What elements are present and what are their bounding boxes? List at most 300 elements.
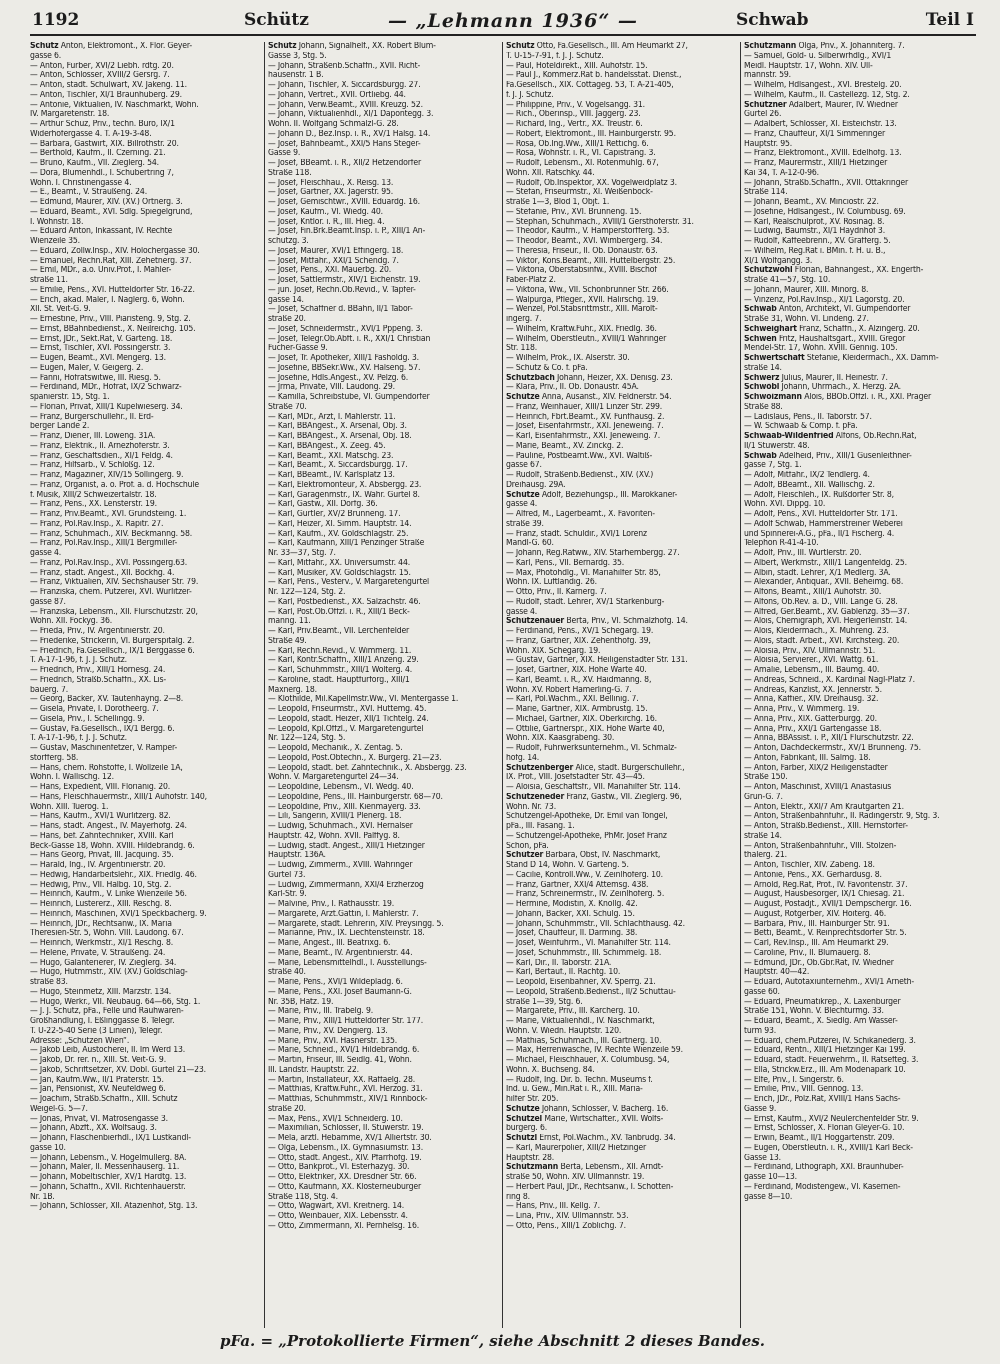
directory-entry: — Heinrich, Kaufm., V. Linke Wienzeile 56. bbox=[30, 890, 187, 900]
directory-entry: Gasse 9. bbox=[744, 1104, 777, 1114]
directory-entry: — August, Postadjt., XVII/1 Dempschergr. 16. bbox=[744, 900, 912, 909]
directory-entry: — Alexander, Antiquar., XVII. Beheimg. 68. bbox=[744, 578, 904, 588]
directory-entry: — Alfred, Ger.Beamt., XV. Gablenzg. 35—37. bbox=[744, 607, 910, 617]
directory-entry: — Berthold, Kaufm., II. Czerning. 21. bbox=[30, 149, 166, 159]
directory-entry: — Johann, Vertret., XVII. Ortliebg. 44. bbox=[268, 90, 406, 100]
directory-entry: turm 93. bbox=[744, 1026, 777, 1036]
directory-entry: Wohn. V. Margaretengürtel 24—34. bbox=[268, 773, 399, 783]
directory-entry: — Hans, städt. Angest., IV. Mayerhofg. 24. bbox=[30, 822, 187, 831]
directory-entry: — Gustav, Fa.Gesellsch., IX/1 Bergg. 6. bbox=[30, 724, 175, 734]
directory-entry: — Hugo, Hutmmstr., XIV. (XV.) Goldschlag- bbox=[30, 968, 188, 978]
directory-entry: — Edmund, Maurer, XIV. (XV.) Ortnerg. 3. bbox=[30, 198, 183, 207]
directory-entry: — Johann, Verw.Beamt., XVIII. Kreuzg. 52. bbox=[268, 100, 423, 110]
directory-entry: — Leopold, Straßenb.Bedienst., II/2 Schüttau- bbox=[506, 987, 676, 997]
directory-entry: — Eugen, Beamt., XVI. Mengerg. 13. bbox=[30, 354, 166, 363]
directory-entry: Schütz Otto, Fa.Gesellsch., III. Am Heumarkt 27, bbox=[506, 42, 688, 51]
directory-entry: — Frieda, Priv., IV. Argentinierstr. 20. bbox=[30, 627, 165, 636]
directory-entry: — Rudolf, Kaffeebrenn., XV. Gräfferg. 5. bbox=[744, 237, 891, 246]
directory-entry: — Otto, städt. Angest., XIV. Pfarrhofg. 19. bbox=[268, 1153, 422, 1163]
directory-entry: — Robert, Elektromont., III. Hainburgerstr. 95. bbox=[506, 129, 676, 139]
directory-entry: — Betti, Beamt., V. Reinprechtsdorfer Str. 5. bbox=[744, 929, 907, 939]
directory-entry: — Ernst, BBahnbedienst., X. Neilreichg. 105. bbox=[30, 324, 196, 334]
directory-entry: — Philippine, Priv., V. Vogelsangg. 31. bbox=[506, 100, 645, 110]
directory-entry: — Anton, Maschinist, XVIII/1 Anastasius bbox=[744, 783, 892, 792]
directory-entry: — Michael, Fleischhauer, X. Columbusg. 54, bbox=[506, 1056, 670, 1065]
directory-entry: — Theodor, Beamt., XVI. Wimbergerg. 34. bbox=[506, 237, 663, 246]
directory-entry: — Ferdinand, Pens., XV/1 Schegarg. 19. bbox=[506, 627, 654, 636]
directory-entry: — Anton, Färber, XIX/2 Heiligenstädter bbox=[744, 763, 888, 773]
directory-entry: straße 20. bbox=[268, 315, 306, 324]
directory-entry: Schwaab-Wildenfried Alfons, Ob.Rechn.Rat, bbox=[744, 432, 917, 441]
directory-entry: Straße 49. bbox=[268, 636, 307, 646]
directory-entry: Wohn. Nr. 73. bbox=[506, 802, 557, 812]
directory-entry: berger Lände 2. bbox=[30, 422, 90, 432]
directory-entry: — Karl, Pol.Wachm., XXI. Bellinig. 7. bbox=[506, 695, 639, 705]
directory-entry: Schützer Barbara, Obst, IV. Naschmarkt, bbox=[506, 851, 661, 861]
directory-entry: — Adolf, BBeamt., XII. Wällischg. 2. bbox=[744, 480, 875, 490]
directory-entry: — Carl, Rev.Insp., III. Am Heumarkt 29. bbox=[744, 939, 889, 948]
directory-entry: — Hans Georg, Privat, III. Jacquing. 35. bbox=[30, 851, 174, 861]
directory-entry: — Andreas, Schneid., X. Kardinal Nagl-Platz 7. bbox=[744, 675, 915, 685]
directory-entry: — Ernst, Kaufm., XVI/2 Neulerchenfelder Str. 9. bbox=[744, 1114, 919, 1124]
directory-entry: — Barbara, Gastwirt, XIX. Billrothstr. 20. bbox=[30, 139, 179, 149]
directory-entry: Theresien-Str. 5, Wohn. VIII. Laudong. 67. bbox=[30, 929, 184, 939]
directory-entry: — Johann, Bäcker, XXI. Schulg. 15. bbox=[506, 909, 635, 919]
directory-entry: — Karoline, städt. Hauptfürforg., XIII/1 bbox=[268, 675, 410, 685]
directory-entry: — Viktoria, Oberstabsinfw., XVIII. Bischof bbox=[506, 266, 657, 276]
directory-entry: — Josefine, BBSekr.Ww., XV. Halseng. 57. bbox=[268, 363, 421, 373]
directory-entry: — Leopoldine, Lebensm., VI. Wedg. 40. bbox=[268, 783, 414, 792]
directory-entry: — Johann, Schuhmmstr., VII. Schlachthausg. 42. bbox=[506, 919, 685, 929]
directory-entry: — Alfons, Ob.Rev. a. D., VIII. Lange G. 28. bbox=[744, 597, 898, 607]
directory-entry: — Ludwig, Schuhmach., XVI. Hernalser bbox=[268, 822, 413, 831]
directory-entry: — Alfons, Beamt., XIII/1 Auhofstr. 30. bbox=[744, 588, 882, 597]
directory-entry: — Karl, Gastw., XII. Dorfg. 36. bbox=[268, 500, 378, 510]
directory-entry: — Josef, Fin.Brk.Beamt.Insp. i. P., XIII/1 An- bbox=[268, 227, 426, 237]
directory-entry: straße 83. bbox=[30, 978, 68, 987]
directory-entry: — Josefine, Hdls.Angest., XV. Pelzg. 6. bbox=[268, 373, 409, 383]
directory-entry: Schwoizmann Alois, BBOb.Offzl. i. R., XXI. Prager bbox=[744, 393, 931, 402]
directory-entry: — Johann, Maurer, XIII. Minorg. 8. bbox=[744, 285, 869, 295]
directory-entry: und Spinnerei-A.G., pFa., II/1 Fischerg. 4. bbox=[744, 529, 895, 539]
directory-entry: — August, Rotgerber, XIV. Hoiterg. 46. bbox=[744, 909, 887, 919]
directory-entry: — Karl, Musiker, XV. Goldschlagstr. 15. bbox=[268, 568, 411, 578]
directory-entry: — Max, Photohdlg., VI. Mariahilfer Str. 85, bbox=[506, 568, 661, 578]
directory-entry: Wohn. I. Christinengasse 4. bbox=[30, 178, 132, 188]
directory-entry: — Karl, Priv.Beamt., VII. Lerchenfelder bbox=[268, 627, 410, 636]
directory-entry: — Alois, Kleidermach., X. Muhreng. 23. bbox=[744, 627, 889, 636]
directory-entry: T. U-15-7-91, f. J. J. Schütz. bbox=[506, 51, 604, 61]
directory-entry: — Paul, Hoteldirekt., XIII. Auhofstr. 15. bbox=[506, 61, 648, 71]
directory-entry: — Eduard, Zollw.Insp., XIV. Holochergasse 30. bbox=[30, 246, 200, 256]
directory-entry: — Adolf, Priv., III. Würtlerstr. 20. bbox=[744, 549, 862, 558]
directory-entry: pFa., III. Fasang. 1. bbox=[506, 822, 575, 831]
directory-entry: — Friedrich, Fa.Gesellsch., IX/1 Berggasse 6. bbox=[30, 646, 195, 656]
directory-entry: — Franz, Magaziner, XIV/15 Sollingerg. 9. bbox=[30, 471, 184, 480]
directory-entry: straße 1—39, Stg. 6. bbox=[506, 997, 583, 1007]
directory-entry: Schützl Ernst, Pol.Wachm., XV. Tanbrudg. 34. bbox=[506, 1134, 676, 1143]
directory-entry: — Johann, Viktualienhdl., XI/1 Dapontegg. 3. bbox=[268, 110, 434, 120]
directory-entry: Kai 34, T. A-12-0-96. bbox=[744, 168, 819, 178]
directory-entry: — Barbara, Priv., III. Hainburger Str. 91. bbox=[744, 919, 890, 929]
directory-entry: — Franz, Hilfsarb., V. Schloßg. 12. bbox=[30, 461, 155, 471]
directory-entry: spanierstr. 15, Stg. 1. bbox=[30, 393, 110, 402]
directory-entry: — Josef, Kaufm., VI. Wiedg. 40. bbox=[268, 207, 383, 217]
directory-entry: — Josef, Schaffner d. BBahn, II/1 Tabor- bbox=[268, 305, 413, 315]
directory-entry: — Theresia, Friseur., II. Ob. Donaustr. 63. bbox=[506, 246, 658, 256]
directory-entry: Wohn. XIX. Kaasgrabeng. 30. bbox=[506, 734, 615, 744]
directory-entry: — Karl, BBeamt., IV. Karlsplatz 13. bbox=[268, 471, 395, 480]
directory-entry: gasse 10—13. bbox=[744, 1173, 797, 1182]
directory-entry: straße 11. bbox=[30, 276, 68, 285]
directory-entry: — Rosa, Ob.Ing.Ww., XIII/1 Rettichg. 6. bbox=[506, 139, 649, 149]
directory-entry: — Otto, Elektriker, XX. Dresdner Str. 66. bbox=[268, 1173, 417, 1182]
directory-entry: — Michael, Gärtner, XIX. Oberkirchg. 16. bbox=[506, 714, 657, 724]
directory-entry: — Ferdinand, Lithograph, XXI. Braunhuber- bbox=[744, 1163, 904, 1173]
directory-entry: straße 40. bbox=[268, 968, 306, 978]
directory-entry: — Leopold, städt. Heizer, XII/1 Tichtelg. 24. bbox=[268, 714, 429, 724]
directory-entry: — Edmund, JDr., Ob.Gbr.Rat, IV. Wiedner bbox=[744, 958, 894, 968]
directory-entry: — Ernst, Tischler, XVI. Possingerstr. 3. bbox=[30, 344, 171, 354]
directory-entry: — Ferdinand, MDr., Hofrat, IX/2 Schwarz- bbox=[30, 383, 182, 393]
directory-entry: — Hedwig, Handarbeitslehr., XIX. Friedlg. 46. bbox=[30, 870, 197, 880]
directory-entry: — August, Hausbesorger, IX/1 Chiesag. 21. bbox=[744, 890, 905, 900]
directory-entry: T. A-17-1-96, f. J. J. Schütz. bbox=[30, 656, 127, 666]
directory-entry: Straße 31, Wohn. VI. Lindeng. 27. bbox=[744, 315, 869, 324]
directory-entry: — Ludwig, Baumstr., XI/1 Haydnhof 3. bbox=[744, 227, 885, 237]
directory-entry: — Herbert Paul, JDr., Rechtsanw., I. Schotten- bbox=[506, 1182, 674, 1192]
directory-entry: — Ottilie, Gärtnerspr., XIX. Hohe Warte 40, bbox=[506, 724, 665, 734]
directory-entry: — Anton, Straßenbahnführ., II. Radingerstr. 9, Stg. 3. bbox=[744, 812, 940, 822]
directory-entry: — Emilie, Priv., VIII. Gennog. 13. bbox=[744, 1085, 864, 1095]
directory-entry: — Otto, Priv., II. Kärnerg. 7. bbox=[506, 588, 607, 597]
directory-entry: Straße 88. bbox=[744, 402, 783, 412]
directory-entry: — Karl, Gürtler, XV/2 Brunneng. 17. bbox=[268, 510, 401, 519]
directory-entry: — Marie, Pens., XXI. Josef Baumann-G. bbox=[268, 987, 412, 997]
directory-entry: — Ernestine, Priv., VIII. Piaristeng. 9, Stg. 2. bbox=[30, 315, 191, 324]
directory-entry: — Anna, Priv., XXI/1 Gartengasse 18. bbox=[744, 724, 882, 734]
directory-entry: — Friederike, Strickerin, VI. Bürgerspitalg. 2. bbox=[30, 636, 195, 646]
directory-entry: — Friedrich, Straßb.Schaffn., XX. Lis- bbox=[30, 675, 167, 685]
directory-entry: — Johann, Abzft., XX. Wolfsaug. 3. bbox=[30, 1124, 157, 1134]
column-divider bbox=[264, 42, 265, 1328]
directory-entry: — Emil, MDr., a.o. Univ.Prof., I. Mahler- bbox=[30, 266, 172, 276]
directory-entry: — Hugo, Steinmetz, XIII. Märzstr. 134. bbox=[30, 987, 172, 997]
directory-entry: Hauptstr. 136A. bbox=[268, 851, 326, 861]
directory-entry: — Josef, BBeamt. i. R., XII/2 Hetzendorfer bbox=[268, 159, 421, 168]
directory-entry: — Josef, Kntlor. i. R., III. Hieg. 4. bbox=[268, 217, 385, 227]
directory-entry: — Johann, Tischler, X. Siccardsburgg. 27. bbox=[268, 81, 421, 90]
directory-entry: Schütz Johann, Signalhelf., XX. Robert Blum- bbox=[268, 42, 436, 51]
directory-entry: — Wenzel, Pol.Stabsrittmstr., XIII. Marolt- bbox=[506, 305, 658, 315]
directory-entry: — Eugen, Maler, V. Geigerg. 2. bbox=[30, 363, 144, 373]
directory-entry: — Marie, Gärtner, XIX. Armbrustg. 15. bbox=[506, 705, 648, 714]
directory-entry: — Karl, Beamt., XXI. Matschg. 23. bbox=[268, 451, 394, 461]
directory-entry: Stand D 14, Wohn. V. Garteng. 5. bbox=[506, 861, 629, 870]
directory-entry: — Max, Pens., XVI/1 Schneiderg. 10. bbox=[268, 1114, 403, 1124]
directory-entry: — Matthias, Schuhmmstr., XIV/1 Rinnböck- bbox=[268, 1095, 428, 1104]
directory-entry: Schützel Marie, Wirtschafter., XVII. Wolfs- bbox=[506, 1114, 664, 1124]
directory-entry: — Wilhelm, Kaufm., II. Castellezg. 12, Stg. 2. bbox=[744, 90, 910, 100]
directory-entry: — Hans, Kaufm., XVI/1 Wurlitzerg. 82. bbox=[30, 812, 171, 822]
directory-entry: Gürtel 73. bbox=[268, 870, 306, 880]
directory-entry: Beck-Gasse 18, Wohn. XVIII. Hildebrandg. 6. bbox=[30, 841, 195, 851]
directory-entry: I. Wohnstr. 18. bbox=[30, 217, 84, 227]
directory-entry: — Albin, städt. Lehrer, X/1 Medlerg. 3A. bbox=[744, 568, 891, 578]
directory-entry: — Stefanie, Priv., XVI. Brunneng. 15. bbox=[506, 207, 642, 217]
directory-entry: — Johann, Beamt., XV. Minciostr. 22. bbox=[744, 198, 879, 207]
directory-entry: — Anton, Elektr., XXI/7 Am Krautgarten 21. bbox=[744, 802, 904, 812]
directory-entry: — Josef, Gärtner, XIX. Hohe Warte 40. bbox=[506, 666, 647, 675]
directory-entry: — Josef, Chauffeur, II. Darming. 38. bbox=[506, 929, 638, 939]
directory-entry: — Leopold, städt. bef. Zahntechnik., X. Absbergg. 23. bbox=[268, 763, 467, 773]
directory-entry: Schützeneder Franz, Gastw., VII. Zieglerg. 96, bbox=[506, 792, 682, 802]
directory-entry: — Ella, Strickw.Erz., III. Am Modenapark 10. bbox=[744, 1065, 906, 1075]
directory-entry: hofg. 14. bbox=[506, 753, 540, 763]
directory-entry: — Rosa, Wohnstr. i. R., VI. Capistrang. 3. bbox=[506, 149, 656, 159]
directory-entry: gasse 87. bbox=[30, 597, 66, 607]
directory-entry: — Georg, Bäcker, XV. Tautenhayng. 2—8. bbox=[30, 695, 184, 705]
directory-entry: gasse 7, Stg. 1. bbox=[744, 461, 802, 471]
directory-entry: — Josef, Mitfahr., XXI/1 Schendg. 7. bbox=[268, 256, 399, 266]
directory-entry: — Anton, Tischler, XI/1 Braunhuberg. 29. bbox=[30, 90, 182, 100]
directory-entry: — Leopoldine, Priv., XIII. Kienmayerg. 33. bbox=[268, 802, 421, 812]
directory-entry: gasse 6. bbox=[30, 51, 62, 61]
directory-entry: — Heinrich, JDr., Rechtsanw., IX. Maria bbox=[30, 919, 172, 929]
directory-entry: — Franz, städt. Schuldir., XVI/1 Lorenz bbox=[506, 529, 647, 539]
directory-entry: — Hugo, Werkr., VII. Neubaug. 64—66, Stg. 1. bbox=[30, 997, 201, 1007]
columns bbox=[30, 42, 974, 1328]
directory-entry: Schützner Adalbert, Maurer, IV. Wiedner bbox=[744, 100, 898, 110]
directory-entry: — Joachim, Straßb.Schaffn., XIII. Schütz bbox=[30, 1095, 178, 1104]
directory-entry: — Margarete, Arzt.Gattin, I. Mahlerstr. 7. bbox=[268, 909, 419, 919]
directory-entry: — Jrma, Private, VIII. Laudong. 29. bbox=[268, 383, 395, 393]
directory-entry: — Karl, Maurerpolier, XIII/2 Hietzinger bbox=[506, 1143, 647, 1153]
directory-entry: — Antonie, Pens., XX. Gerhardusg. 8. bbox=[744, 870, 882, 880]
directory-entry: — Franz, Priv.Beamt., XVI. Grundsteing. 1. bbox=[30, 510, 187, 519]
directory-entry: straße 39. bbox=[506, 519, 544, 529]
directory-entry: gasse 8—10. bbox=[744, 1192, 793, 1202]
directory-entry: — Franz, Gärtner, XXI/4 Attemsg. 438. bbox=[506, 880, 649, 890]
directory-entry: — Anton, Schlosser, XVIII/2 Gersrg. 7. bbox=[30, 71, 170, 81]
directory-entry: Großhandlung, I. Eßlinggasse 8. Telegr. bbox=[30, 1017, 175, 1026]
directory-entry: — Gisela, Private, I. Dorotheerg. 7. bbox=[30, 705, 159, 714]
directory-entry: gasse 10. bbox=[30, 1143, 66, 1153]
directory-entry: hausenstr. 1 B. bbox=[268, 71, 324, 81]
directory-entry: — Margarete, Priv., III. Kärcherg. 10. bbox=[506, 1007, 640, 1017]
directory-entry: — Eduard, chem.Putzerei, IV. Schikanederg. 3. bbox=[744, 1036, 916, 1046]
directory-entry: Wohn. II. Wolfgang Schmälzl-G. 28. bbox=[268, 120, 399, 129]
directory-entry: — Friedrich, Priv., XIII/1 Hörnesg. 24. bbox=[30, 666, 166, 675]
directory-entry: — Adolf, Mitfahr., IX/2 Tendlerg. 4. bbox=[744, 471, 870, 480]
directory-entry: IX. Prof., VIII. Josefstädter Str. 43—45. bbox=[506, 773, 645, 783]
directory-entry: — E., Beamt., V. Straußeng. 24. bbox=[30, 188, 147, 198]
directory-entry: — Fanni, Hofratswitwe, III. Riesg. 5. bbox=[30, 373, 161, 383]
directory-entry: — Marie, Angest., III. Beatrixg. 6. bbox=[268, 939, 391, 948]
directory-entry: — Gisela, Priv., I. Schellingg. 9. bbox=[30, 714, 145, 724]
directory-entry: — Wilhelm, Hdlsangest., XVI. Brestelg. 20. bbox=[744, 81, 902, 90]
directory-entry: straße 20. bbox=[268, 1104, 306, 1114]
column-1 bbox=[30, 42, 260, 1328]
directory-entry: burgerg. 6. bbox=[506, 1124, 548, 1134]
directory-entry: Schütze Anna, Ausanst., XIV. Feldnerstr. 54. bbox=[506, 393, 672, 402]
directory-entry: — Franziska, chem. Putzerei, XVI. Wurlitzer- bbox=[30, 588, 192, 597]
directory-entry: Mendel-Str. 17, Wohn. XVIII. Gennig. 105. bbox=[744, 344, 898, 354]
column-4 bbox=[744, 42, 974, 1328]
directory-entry: — Johann, Schlosser, XII. Atazienhof, Stg. 13. bbox=[30, 1202, 198, 1212]
directory-entry: — Otto, Zimmermann, XI. Pernhelsg. 16. bbox=[268, 1221, 420, 1231]
directory-entry: Hauptstr. 95. bbox=[744, 139, 793, 149]
directory-entry: — Heinrich, Werkmstr., XI/1 Reschg. 8. bbox=[30, 939, 174, 948]
directory-entry: Nr. 122—124, Stg. 2. bbox=[268, 588, 346, 597]
directory-entry: — Franz, Schreinermstr., IV. Zeinlhoferg. 5. bbox=[506, 890, 665, 900]
directory-entry: — Eduard Anton, Inkassant, IV. Rechte bbox=[30, 227, 173, 237]
directory-entry: Nr. 35B, Hatz. 19. bbox=[268, 997, 334, 1007]
directory-entry: — Franziska, Lebensm., XII. Flurschützstr. 20, bbox=[30, 607, 198, 617]
directory-entry: — J. J. Schütz, pFa., Felle und Rauhwaren- bbox=[30, 1007, 184, 1017]
directory-entry: mannstr. 59. bbox=[744, 71, 791, 81]
column-3 bbox=[506, 42, 736, 1328]
directory-entry: gasse 4. bbox=[30, 549, 62, 558]
directory-entry: — Arnold, Reg.Rat, Prof., IV. Favoritenstr. 37. bbox=[744, 880, 908, 890]
directory-entry: — Hans, Fleischhauermstr., XIII/1 Auhofstr. 140, bbox=[30, 792, 207, 802]
directory-entry: — Eduard, Beamt., XVI. Sdlg. Spiegelgrund, bbox=[30, 207, 193, 217]
directory-entry: — Kamilla, Schreibstube, VI. Gumpendorfer bbox=[268, 393, 430, 402]
directory-entry: — Franz, Pol.Rav.Insp., X. Rapitr. 27. bbox=[30, 519, 164, 529]
directory-entry: — Leopold, Post.Obtechn., X. Bürgerg. 21—23. bbox=[268, 753, 442, 763]
directory-entry: — Karl, Bertauf., II. Rächtg. 10. bbox=[506, 968, 621, 978]
directory-entry: — Klara, Priv., II. Ob. Donaustr. 45A. bbox=[506, 383, 639, 393]
directory-entry: manng. 11. bbox=[268, 617, 311, 627]
directory-entry: straße 14. bbox=[744, 831, 782, 841]
directory-entry: — Adolf Schwab, Hammerstreiner Weberei bbox=[744, 519, 903, 529]
directory-entry: — Adolf, Pens., XVI. Hütteldorfer Str. 171. bbox=[744, 510, 898, 519]
directory-entry: — Franz, Pens., XX. Lensterstr. 19. bbox=[30, 500, 157, 510]
directory-entry: IV. Margaretenstr. 18. bbox=[30, 110, 110, 120]
directory-entry: — Rudolf, Lebensm., XI. Rotenmühlg. 67, bbox=[506, 159, 659, 168]
directory-entry: — Marianne, Priv., IX. Liechtensteinstr. 18. bbox=[268, 929, 425, 939]
directory-entry: — Ladislaus, Pens., II. Taborstr. 57. bbox=[744, 412, 872, 422]
directory-entry: — Josef, Tr. Apotheker, XIII/1 Fasholdg. 3. bbox=[268, 354, 419, 363]
directory-entry: Ind. u. Gew., Min.Rat i. R., XIII. Maria- bbox=[506, 1085, 643, 1095]
directory-entry: — Karl, Rechn.Revid., V. Wimmerg. 11. bbox=[268, 646, 412, 656]
directory-entry: — Anna, Kaffier., XIV. Dreihausg. 32. bbox=[744, 695, 879, 705]
directory-entry: — Marie, Beamt., IV. Argentinierstr. 44. bbox=[268, 948, 413, 958]
directory-entry: Str. 118. bbox=[506, 344, 538, 354]
directory-entry: — Leopold, Eisenbahner, XV. Sperrg. 21. bbox=[506, 978, 656, 987]
directory-entry: — Marie, Priv., III. Trabelg. 9. bbox=[268, 1007, 374, 1017]
directory-entry: straße 14. bbox=[744, 363, 782, 373]
directory-entry: Wohn. I. Wallischg. 12. bbox=[30, 773, 114, 783]
header-part: Teil I bbox=[925, 10, 974, 30]
directory-entry: — Anton, Fabrikant, III. Salmg. 18. bbox=[744, 753, 871, 763]
directory-entry: — Karl, BBAngest., X. Arsenal, Obj. 18. bbox=[268, 432, 412, 441]
directory-entry: Grün-G. 7. bbox=[744, 792, 783, 802]
directory-entry: — Albert, Werkmstr., XIII/1 Längenfeldg. 25. bbox=[744, 558, 907, 568]
directory-entry: — Otto, Weinbauer, XIX. Lebensstr. 4. bbox=[268, 1212, 408, 1221]
directory-entry: — Josef, Schuhmmstr., III. Schimmelg. 18. bbox=[506, 948, 662, 958]
directory-entry: — Adolf, Fleischleh., IX. Rußdorfer Str. 8, bbox=[744, 490, 894, 500]
directory-entry: — Olga, Lebensm., IX. Gymnasiumstr. 13. bbox=[268, 1143, 424, 1153]
directory-entry: Schütze Johann, Schlosser, V. Bacherg. 16. bbox=[506, 1104, 669, 1114]
directory-entry: Schwertschaft Stefanie, Kleidermach., XX. Damm- bbox=[744, 354, 939, 363]
directory-entry: Wohn. IX. Luftlandig. 26. bbox=[506, 578, 597, 588]
directory-entry: Gasse 13. bbox=[744, 1153, 781, 1163]
directory-entry: Nr. 33—37, Stg. 7. bbox=[268, 549, 336, 558]
directory-entry: bauerg. 7. bbox=[30, 685, 69, 695]
directory-entry: — Erich, JDr., Polz.Rat, XVIII/1 Hans Sachs- bbox=[744, 1095, 901, 1104]
directory-entry: — Leopoldine, Pens., III. Hainburgerstr. 68—70. bbox=[268, 792, 443, 802]
directory-entry: — Elfe, Priv., I. Singerstr. 6. bbox=[744, 1075, 844, 1085]
directory-entry: — Mathias, Schuhmach., III. Gärtnerg. 10. bbox=[506, 1036, 662, 1046]
directory-entry: Dreihausg. 29A. bbox=[506, 480, 566, 490]
directory-entry: Schütz Anton, Elektromont., X. Flor. Geyer- bbox=[30, 42, 193, 51]
directory-entry: — Josef, Telegr.Ob.Abft. i. R., XXI/1 Christian bbox=[268, 334, 431, 344]
directory-entry: — Emilie, Pens., XVI. Hütteldorfer Str. 16-22. bbox=[30, 285, 195, 295]
directory-entry: — Stefan, Friseurmstr., XI. Weißenböck- bbox=[506, 188, 653, 198]
page-header bbox=[30, 8, 976, 36]
directory-entry: — Leopold, Mechanik., X. Zentag. 5. bbox=[268, 744, 403, 753]
directory-entry: — Adalbert, Schlosser, XI. Eisteichstr. 13. bbox=[744, 120, 897, 129]
directory-entry: — Lili, Sängerin, XVIII/1 Plenerg. 18. bbox=[268, 812, 402, 822]
directory-entry: — Otto, Pens., XIII/1 Zöblichg. 7. bbox=[506, 1221, 626, 1231]
directory-entry: — Caroline, Priv., II. Blumauerg. 8. bbox=[744, 948, 871, 958]
directory-entry: Straße 70. bbox=[268, 402, 307, 412]
directory-entry: — Anton, Straßenbahnführ., VIII. Stolzen- bbox=[744, 841, 897, 851]
directory-entry: — Karl, Elektromonteur, X. Absbergg. 23. bbox=[268, 480, 422, 490]
directory-entry: — Josefine, Hdlsangest., IV. Columbusg. 69. bbox=[744, 207, 906, 217]
directory-entry: — Karl, Mitfahr., XX. Universumstr. 44. bbox=[268, 558, 411, 568]
directory-entry: straße 41—57, Stg. 10. bbox=[744, 276, 831, 285]
directory-entry: — Karl, Pens., Vesterv., V. Margaretengürtel bbox=[268, 578, 430, 588]
directory-entry: Straße 118, Stg. 4. bbox=[268, 1192, 338, 1202]
directory-entry: Schön, pFa. bbox=[506, 841, 549, 851]
directory-entry: — Karl, Postbedienst., XX. Salzachstr. 46. bbox=[268, 597, 421, 607]
directory-entry: — Matthias, Kraftw.Führ., XVI. Herzog. 31. bbox=[268, 1085, 423, 1095]
directory-entry: — Hedwig, Priv., VII. Halbg. 10, Stg. 2. bbox=[30, 880, 172, 890]
directory-entry: — Karl, Post.Ob.Offzl. i. R., XIII/1 Beck- bbox=[268, 607, 410, 617]
directory-entry: — Schütz & Co. f. pFa. bbox=[506, 363, 588, 373]
directory-entry: — Jakob Leib, Austocherei, II. Im Werd 13. bbox=[30, 1046, 186, 1056]
directory-entry: T. U-22-5-40 Serie (3 Linien), Telegr. bbox=[30, 1026, 163, 1036]
directory-entry: Mandl-G. 60. bbox=[506, 539, 554, 549]
directory-entry: — Marie, Viktualienhdl., IV. Naschmarkt, bbox=[506, 1017, 655, 1026]
column-2 bbox=[268, 42, 498, 1328]
directory-entry: — Florian, Privat, XIII/1 Kupelwieserg. 34. bbox=[30, 402, 183, 412]
directory-entry: — Aloisia, Priv., XIV. Ullmannstr. 51. bbox=[744, 646, 876, 656]
directory-entry: — Marie, Beamt., XV. Zinckg. 2. bbox=[506, 441, 624, 451]
directory-entry: — Karl, Pens., VII. Bernardg. 35. bbox=[506, 558, 625, 568]
directory-entry: Schützmann Olga, Priv., X. Johanniterg. 7. bbox=[744, 42, 905, 51]
directory-entry: — Marie, Pens., XVI/1 Wildepladg. 6. bbox=[268, 978, 403, 987]
directory-entry: — Rudolf, Ob.Inspektor, XX. Vogelweidplatz 3. bbox=[506, 178, 677, 188]
directory-entry: Schwab Anton, Architekt, VI. Gumpendorfer bbox=[744, 305, 911, 315]
directory-entry: — Eduard, Rentn., XIII/1 Hietzinger Kai 199. bbox=[744, 1046, 906, 1056]
directory-entry: — Leopold, Kpl.Offzl., V. Margaretengürtel bbox=[268, 724, 424, 734]
directory-entry: T. A-17-1-96, f. J. J. Schütz. bbox=[30, 734, 127, 744]
directory-entry: — Anton, Dachdeckermstr., XV/1 Brunneng. 75. bbox=[744, 744, 921, 753]
directory-entry: Nr. 122—124, Stg. 5. bbox=[268, 734, 346, 744]
directory-entry: Schwerz Julius, Maurer, II. Heinestr. 7. bbox=[744, 373, 888, 383]
directory-entry: II/1 Stuwerstr. 48. bbox=[744, 441, 810, 451]
directory-entry: — Franz, Pol.Rav.Insp., XVI. Possingerg.63. bbox=[30, 558, 188, 568]
directory-entry: gasse 67. bbox=[506, 461, 542, 471]
directory-entry: f. Musik, XIII/2 Schweizertalstr. 18. bbox=[30, 490, 157, 500]
directory-entry: Wienzeile 35. bbox=[30, 237, 80, 246]
directory-entry: — Otto, Kaufmann, XX. Klosterneuburger bbox=[268, 1182, 422, 1192]
directory-entry: — Marie, Priv., XV. Dengierg. 13. bbox=[268, 1026, 388, 1036]
directory-entry: — Franz, Diener, III. Löweng. 31A. bbox=[30, 432, 156, 441]
